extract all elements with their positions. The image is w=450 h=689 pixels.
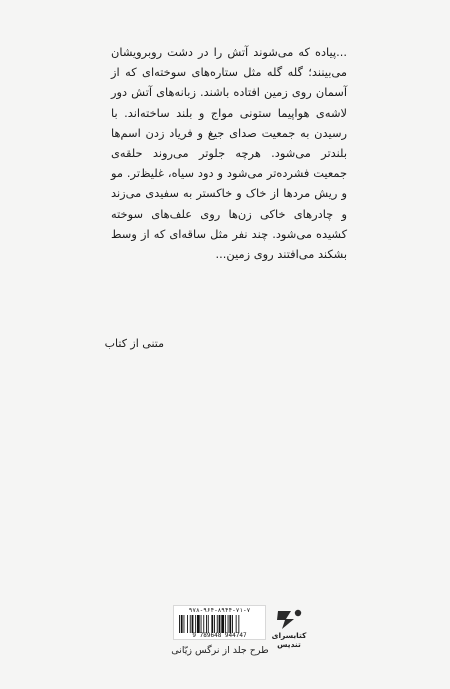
excerpt-source-label: متنی از کتاب <box>104 337 164 350</box>
publisher-name: کتابسرای تندیس <box>271 631 307 649</box>
publisher-logo <box>264 607 314 649</box>
isbn-barcode <box>173 605 266 640</box>
isbn-number: ۹۷۸-۹۶۴-۸۹۴۴-۷۱-۷ <box>188 607 251 614</box>
excerpt-paragraph: ...پیاده که می‌شوند آتش را در دشت روبرویشان می‌بینند؛ گله گله مثل ستاره‌های سوخته‌ای که از آسمان روی زمین افتاده باشند. زبانه‌های آتش دور لاشه‌ی هواپیما ستونی مواج و بلند ساخته‌اند. با رسیدن به جمعیت صدای جیغ و فریاد زدن اسم‌ها بلندتر می‌شود. هرچه جلوتر می‌روند حلقه‌ی جمعیت فشرده‌تر می‌شود و دود سیاه، غلیظ‌تر. مو و ریش مردها از خاک و خاکستر به سفیدی می‌زند و چادرهای خاکی زن‌ها روی علف‌های سوخته کشیده می‌شود. چند نفر مثل ساقه‌ای که از وسط بشکند می‌افتند روی زمین... <box>111 45 347 262</box>
publisher-mark-icon <box>264 607 314 631</box>
barcode-bars-icon <box>179 615 260 633</box>
cover-design-credit: طرح جلد از نرگس زیّانی <box>171 645 269 656</box>
excerpt-text <box>111 42 347 264</box>
barcode-digits: 9 789648 944747 <box>192 632 247 639</box>
